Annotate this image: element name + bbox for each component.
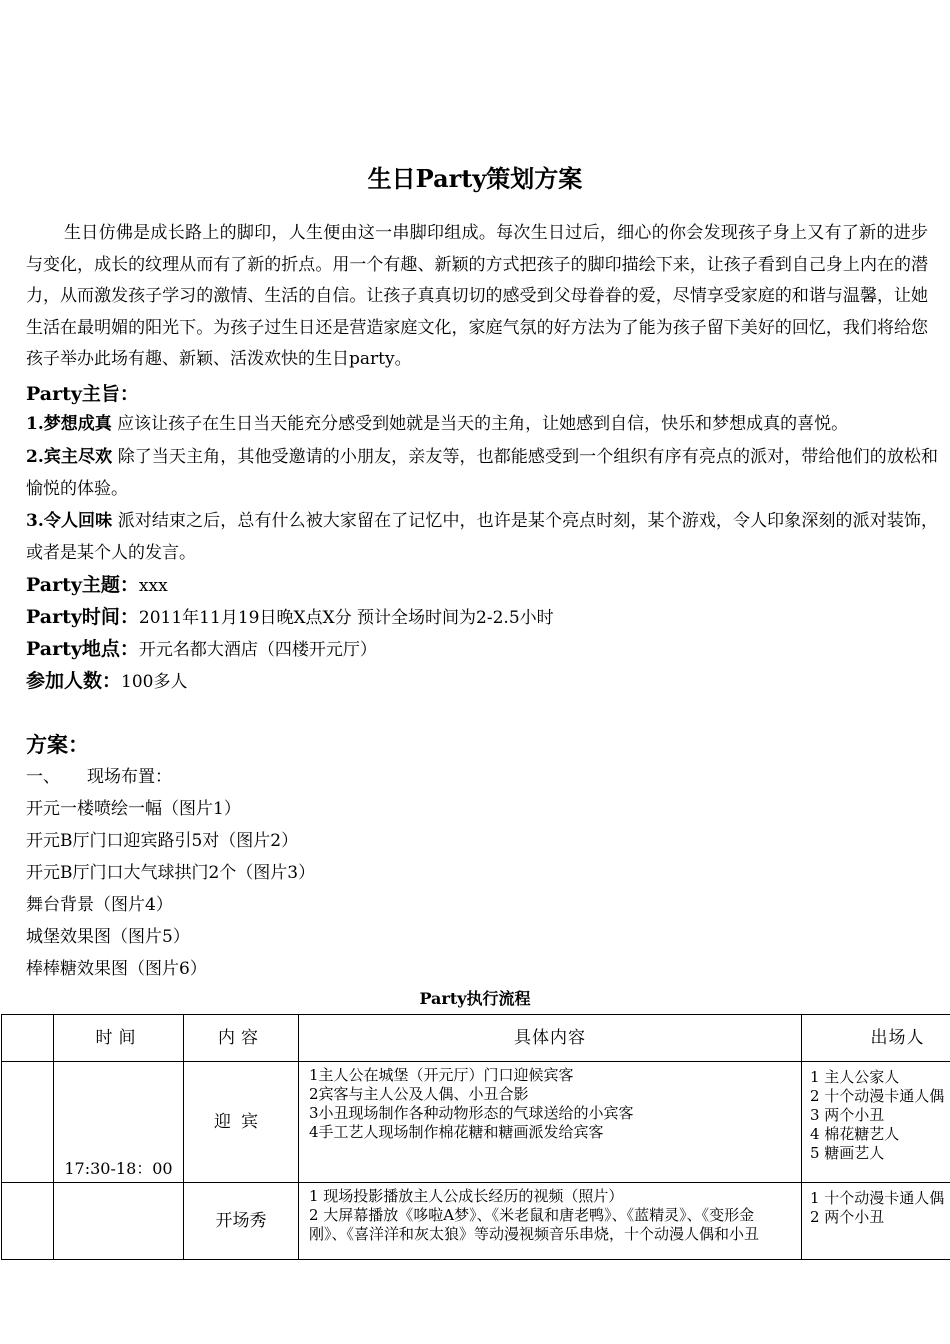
people-line: 1 主人公家人 xyxy=(810,1068,900,1086)
detail-line: 2 大屏幕播放《哆啦A梦》、《米老鼠和唐老鸭》、《蓝精灵》、《变形金 xyxy=(309,1206,755,1224)
purpose-point-2 xyxy=(26,441,938,505)
header-people: 出场人 xyxy=(802,1015,950,1062)
people-line: 2 两个小丑 xyxy=(810,1208,885,1226)
row-item: 迎宾 xyxy=(184,1062,299,1183)
purpose-point-label: 2.宾主尽欢 xyxy=(26,447,113,467)
header-content: 内容 xyxy=(184,1015,299,1062)
plan-item: 舞台背景（图片4） xyxy=(26,895,173,915)
table-title: Party执行流程 xyxy=(419,989,531,1008)
purpose-point-label: 3.令人回味 xyxy=(26,511,113,531)
place-line xyxy=(26,634,377,665)
header-time: 时间 xyxy=(54,1015,184,1062)
plan-section-heading: 一、 现场布置： xyxy=(26,767,173,787)
plan-item: 开元B厅门口大气球拱门2个（图片3） xyxy=(26,863,316,883)
theme-label: Party主题： xyxy=(26,574,139,596)
purpose-heading: Party主旨： xyxy=(26,383,139,405)
detail-line: 2宾客与主人公及人偶、小丑合影 xyxy=(309,1085,529,1103)
place-label: Party地点： xyxy=(26,638,139,660)
purpose-point-1 xyxy=(26,408,938,440)
table-header-row xyxy=(2,1015,950,1062)
table-row xyxy=(2,1183,950,1260)
count-label: 参加人数： xyxy=(26,670,122,692)
plan-item: 开元一楼喷绘一幅（图片1） xyxy=(26,799,241,819)
row-index-cell xyxy=(2,1183,54,1260)
intro-paragraph: 生日仿佛是成长路上的脚印，人生便由这一串脚印组成。每次生日过后，细心的你会发现孩子身上又有了新的进步与变化，成长的纹理从而有了新的折点。用一个有趣、新颖的方式把孩子的脚印描绘下来，让孩子看到自己身上内在的潜力，从而激发孩子学习的激情、生活的自信。让孩子真真切切的感受到父母眷眷的爱，尽情享受家庭的和谐与温馨，让她生活在最明媚的阳光下。为孩子过生日还是营造家庭文化，家庭气氛的好方法为了能为孩子留下美好的回忆，我们将给您孩子举办此场有趣、新颖、活泼欢快的生日party。 xyxy=(26,223,928,369)
row-people xyxy=(802,1062,950,1183)
plan-heading: 方案： xyxy=(26,732,89,757)
plan-item: 开元B厅门口迎宾路引5对（图片2） xyxy=(26,831,299,851)
purpose-point-text: 派对结束之后，总有什么被大家留在了记忆中，也许是某个亮点时刻，某个游戏，令人印象深刻的派对装饰，或者是某个人的发言。 xyxy=(26,511,939,563)
row-detail xyxy=(299,1062,802,1183)
time-label: Party时间： xyxy=(26,606,139,628)
detail-line: 3小丑现场制作各种动物形态的气球送给的小宾客 xyxy=(309,1104,634,1122)
document-title: 生日Party策划方案 xyxy=(367,164,583,193)
purpose-point-label: 1.梦想成真 xyxy=(26,414,112,434)
people-line: 4 棉花糖艺人 xyxy=(810,1125,900,1143)
header-detail: 具体内容 xyxy=(299,1015,802,1062)
header-index xyxy=(2,1015,54,1062)
time-line xyxy=(26,602,554,633)
people-line: 5 糖画艺人 xyxy=(810,1144,885,1162)
detail-line: 刚》、《喜洋洋和灰太狼》等动漫视频音乐串烧，十个动漫人偶和小丑 xyxy=(309,1225,760,1243)
purpose-point-text: 应该让孩子在生日当天能充分感受到她就是当天的主角，让她感到自信，快乐和梦想成真的喜悦。 xyxy=(111,414,849,434)
purpose-point-text: 除了当天主角，其他受邀请的小朋友，亲友等，也都能感受到一个组织有序有亮点的派对，带给他们的放松和愉悦的体验。 xyxy=(26,447,939,499)
table-row xyxy=(2,1062,950,1183)
purpose-point-3 xyxy=(26,505,938,569)
flow-table xyxy=(1,1014,950,1260)
row-index-cell xyxy=(2,1062,54,1183)
row-time xyxy=(54,1183,184,1260)
detail-line: 1主人公在城堡（开元厅）门口迎候宾客 xyxy=(309,1066,574,1084)
plan-item: 棒棒糖效果图（图片6） xyxy=(26,959,207,979)
detail-line: 1 现场投影播放主人公成长经历的视频（照片） xyxy=(309,1187,624,1205)
time-value: 2011年11月19日晚X点X分 预计全场时间为2-2.5小时 xyxy=(138,608,554,628)
theme-line xyxy=(26,570,168,601)
count-line xyxy=(26,666,187,697)
theme-value: xxx xyxy=(138,576,168,596)
detail-line: 4手工艺人现场制作棉花糖和糖画派发给宾客 xyxy=(309,1123,604,1141)
row-item: 开场秀 xyxy=(184,1183,299,1260)
people-line: 1 十个动漫卡通人偶 xyxy=(810,1189,945,1207)
place-value: 开元名都大酒店（四楼开元厅） xyxy=(138,640,377,660)
count-value: 100多人 xyxy=(121,672,188,692)
plan-item: 城堡效果图（图片5） xyxy=(26,927,190,947)
people-line: 2 十个动漫卡通人偶 xyxy=(810,1087,945,1105)
row-detail xyxy=(299,1183,802,1260)
people-line: 3 两个小丑 xyxy=(810,1106,885,1124)
row-people xyxy=(802,1183,950,1260)
row-time: 17:30-18：00 xyxy=(54,1062,184,1183)
